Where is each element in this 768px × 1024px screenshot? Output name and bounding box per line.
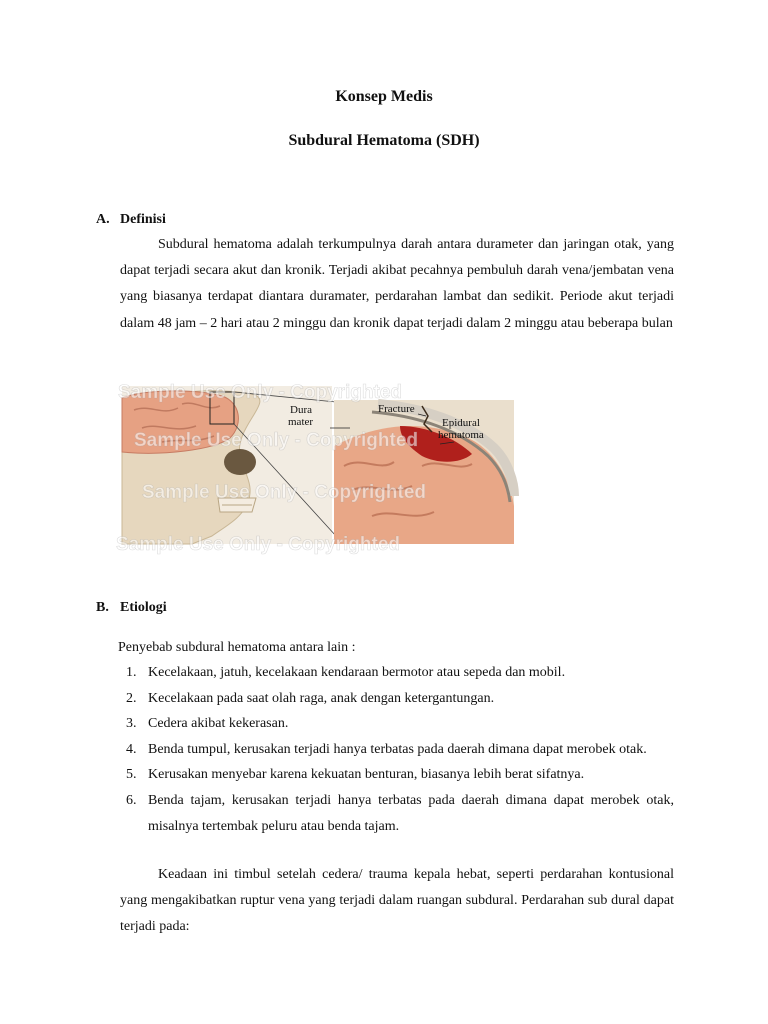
section-b-heading bbox=[96, 600, 167, 616]
section-b-title: Etiologi bbox=[120, 600, 167, 615]
label-fracture: Fracture bbox=[378, 403, 415, 415]
list-item: 5. Kerusakan menyebar karena kekuatan benturan, biasanya lebih berat sifatnya. bbox=[126, 767, 585, 783]
label-mater: mater bbox=[288, 416, 314, 428]
eye-socket bbox=[224, 449, 256, 475]
label-dura: Dura bbox=[290, 404, 312, 416]
watermark-4: Sample Use Only - Copyrighted bbox=[116, 534, 400, 555]
list-item: 6. Benda tajam, kerusakan terjadi hanya terbatas pada daerah dimana dapat merobek otak, misalnya tertembak peluru atau benda tajam. bbox=[126, 792, 674, 834]
document-title: Konsep Medis bbox=[335, 88, 433, 105]
watermark-1: Sample Use Only - Copyrighted bbox=[118, 382, 402, 403]
label-epidural: Epidural bbox=[442, 417, 480, 429]
etiology-intro: Penyebab subdural hematoma antara lain : bbox=[118, 640, 356, 655]
label-hematoma: hematoma bbox=[438, 429, 484, 441]
section-b-letter: B. bbox=[96, 600, 109, 615]
definition-paragraph: Subdural hematoma adalah terkumpulnya darah antara durameter dan jaringan otak, yang dapat terjadi secara akut dan kronik. Terjadi akibat pecahnya pembuluh darah vena/jembatan vena yang biasanya terdapat diantara duramater, perdarahan lambat dan sedikit. Periode akut terjadi dalam 48 jam – 2 hari atau 2 minggu dan kronik dapat terjadi dalam 2 minggu atau beberapa bulan bbox=[120, 237, 674, 331]
etiology-paragraph: Keadaan ini timbul setelah cedera/ trauma kepala hebat, seperti perdarahan kontusional yang mengakibatkan ruptur vena yang terjadi dalam ruangan subdural. Perdarahan sub dural dapat terjadi pada: bbox=[120, 867, 674, 935]
watermark-3: Sample Use Only - Copyrighted bbox=[142, 482, 426, 503]
list-item: 4. Benda tumpul, kerusakan terjadi hanya terbatas pada daerah dimana dapat merobek otak. bbox=[126, 741, 647, 757]
list-item: 3. Cedera akibat kekerasan. bbox=[126, 716, 289, 732]
section-a-heading bbox=[96, 212, 166, 228]
document-subtitle: Subdural Hematoma (SDH) bbox=[288, 132, 480, 149]
list-item: 2. Kecelakaan pada saat olah raga, anak dengan ketergantungan. bbox=[126, 690, 495, 706]
hematoma-illustration bbox=[116, 382, 514, 555]
list-item: 1. Kecelakaan, jatuh, kecelakaan kendaraan bermotor atau sepeda dan mobil. bbox=[126, 665, 566, 680]
section-a-title: Definisi bbox=[120, 212, 166, 227]
hematoma-figure-svg bbox=[116, 382, 514, 555]
etiology-list bbox=[120, 660, 674, 839]
section-a-letter: A. bbox=[96, 212, 110, 227]
watermark-2: Sample Use Only - Copyrighted bbox=[134, 430, 418, 451]
